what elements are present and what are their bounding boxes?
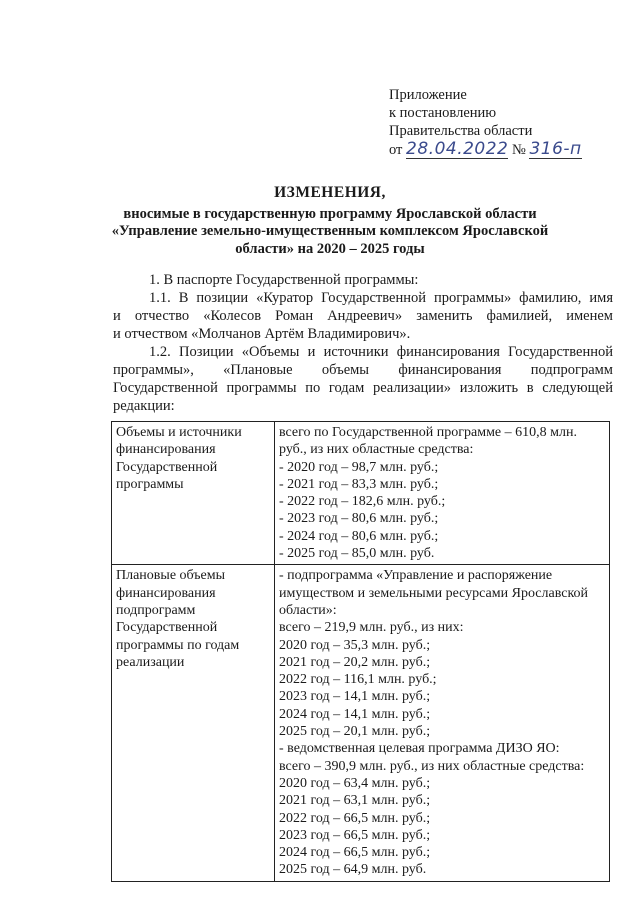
handwritten-date: 28.04.2022 <box>406 139 509 159</box>
row-2-value-line: всего – 219,9 млн. руб., из них: <box>279 620 464 636</box>
paragraph-1-1-line-2: и отчество «Колесов Роман Андреевич» заменить фамилией, именем <box>113 308 613 324</box>
paragraph-1-2 <box>113 343 613 415</box>
row-1-value-line: - 2023 год – 80,6 млн. руб.; <box>279 511 439 527</box>
row-2-value-line: области»: <box>279 602 337 618</box>
table-row <box>112 565 610 881</box>
row-2-value-line: всего – 390,9 млн. руб., из них областные средства: <box>279 758 585 774</box>
heading-subtitle-3: области» на 2020 – 2025 годы <box>235 240 425 257</box>
row-2-label-line: программы по годам <box>116 637 240 653</box>
row-2-value-line: 2021 год – 20,2 млн. руб.; <box>279 654 431 670</box>
paragraph-1-1 <box>113 289 613 343</box>
paragraph-1-1-line-3: и отчеством «Молчанов Артём Владимирович». <box>113 326 411 342</box>
row-1-value-line: - 2025 год – 85,0 млн. руб. <box>279 546 435 562</box>
heading-subtitle-2: «Управление земельно-имущественным комплексом Ярославской <box>111 223 549 239</box>
row-2-value-line: 2022 год – 116,1 млн. руб.; <box>279 672 437 688</box>
row-2-value-line: 2020 год – 35,3 млн. руб.; <box>279 637 431 653</box>
heading-title: ИЗМЕНЕНИЯ, <box>274 184 386 201</box>
row-2-value-line: 2022 год – 66,5 млн. руб.; <box>279 810 431 826</box>
appendix-date-line <box>389 140 582 159</box>
appendix-block <box>389 86 582 159</box>
paragraph-1-2-line-3: Государственной программы по годам реализации» изложить в следующей <box>113 380 613 396</box>
row-2-label-line: Плановые объемы <box>116 568 226 584</box>
paragraph-1-2-line-2: программы», «Плановые объемы финансирования подпрограмм <box>113 362 613 378</box>
from-label: от <box>389 142 403 158</box>
row-2-value-cell <box>275 565 610 881</box>
number-label: № <box>512 142 526 158</box>
row-2-label-line: подпрограмм <box>116 602 196 618</box>
document-heading <box>70 184 590 258</box>
row-2-value-line: 2025 год – 20,1 млн. руб.; <box>279 724 431 740</box>
row-2-value-line: 2020 год – 63,4 млн. руб.; <box>279 775 431 791</box>
row-1-label-line: Государственной <box>116 459 218 475</box>
row-2-value-line: 2023 год – 14,1 млн. руб.; <box>279 689 431 705</box>
row-2-value-line: - подпрограмма «Управление и распоряжение <box>279 568 553 584</box>
row-2-label-line: финансирования <box>116 585 216 601</box>
row-2-label-line: Государственной <box>116 620 218 636</box>
paragraph-1-2-line-1: 1.2. Позиции «Объемы и источники финансирования Государственной <box>149 344 613 360</box>
row-2-label-cell <box>112 565 275 881</box>
row-1-label-line: финансирования <box>116 442 216 458</box>
row-1-label-line: Объемы и источники <box>116 425 242 440</box>
handwritten-number: 316-п <box>529 139 582 159</box>
row-2-value-line: 2024 год – 14,1 млн. руб.; <box>279 706 431 722</box>
row-2-value-line: - ведомственная целевая программа ДИЗО ЯО: <box>279 741 560 757</box>
row-1-value-line: - 2022 год – 182,6 млн. руб.; <box>279 494 446 510</box>
row-1-label-line: программы <box>116 476 184 492</box>
row-2-value-line: имуществом и земельными ресурсами Ярославской <box>279 585 589 601</box>
appendix-line-2: к постановлению <box>389 105 497 121</box>
row-2-label-line: реализации <box>116 654 185 670</box>
row-1-value-line: - 2020 год – 98,7 млн. руб.; <box>279 459 439 475</box>
row-1-value-line: всего по Государственной программе – 610,8 млн. <box>279 425 577 440</box>
appendix-line-3: Правительства области <box>389 123 533 139</box>
table-row <box>112 422 610 565</box>
paragraph-1-1-line-1: 1.1. В позиции «Куратор Государственной программы» фамилию, имя <box>149 290 613 306</box>
paragraph-1-2-line-4: редакции: <box>113 398 175 414</box>
passport-table <box>111 421 610 882</box>
row-1-label-cell <box>112 422 275 565</box>
heading-subtitle-1: вносимые в государственную программу Ярославской области <box>123 205 537 222</box>
row-1-value-line: - 2024 год – 80,6 млн. руб.; <box>279 528 439 544</box>
row-2-value-line: 2023 год – 66,5 млн. руб.; <box>279 827 431 843</box>
paragraph-1 <box>113 271 613 289</box>
paragraph-1-text: 1. В паспорте Государственной программы: <box>149 272 419 288</box>
row-1-value-line: руб., из них областные средства: <box>279 442 474 458</box>
row-2-value-line: 2024 год – 66,5 млн. руб.; <box>279 845 431 861</box>
row-2-value-line: 2021 год – 63,1 млн. руб.; <box>279 793 431 809</box>
row-2-value-line: 2025 год – 64,9 млн. руб. <box>279 862 427 878</box>
appendix-line-1: Приложение <box>389 87 467 103</box>
row-1-value-cell <box>275 422 610 565</box>
row-1-value-line: - 2021 год – 83,3 млн. руб.; <box>279 476 439 492</box>
